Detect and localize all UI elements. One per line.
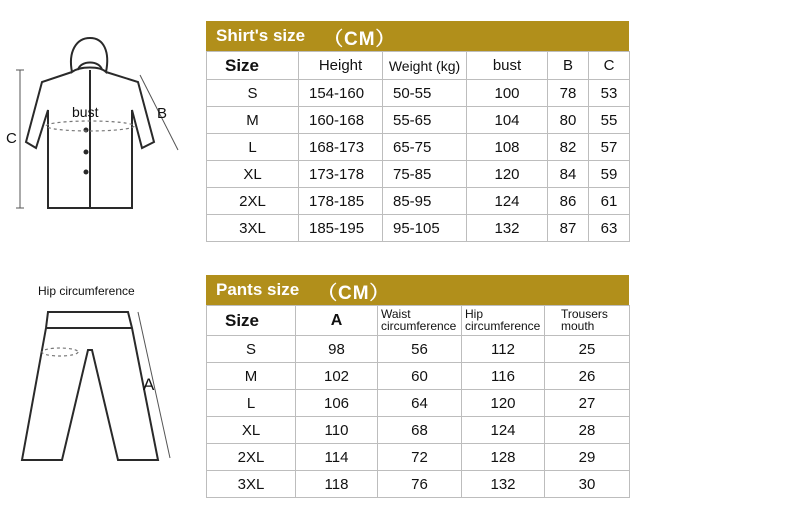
pants-diagram: [0, 300, 200, 470]
height-cell: 185-195: [299, 215, 383, 242]
bust-cell: 120: [467, 161, 548, 188]
pants-size-unit: （CM）: [318, 283, 390, 304]
size-cell: 3XL: [207, 215, 299, 242]
waist-cell: 60: [378, 363, 462, 390]
shirt-bust-label: bust: [72, 104, 99, 120]
pants-hip-label: Hip circumference: [38, 284, 135, 298]
size-cell: S: [207, 80, 299, 107]
hip-cell: 128: [462, 444, 545, 471]
shirt-size-banner: [206, 21, 629, 51]
a-cell: 106: [296, 390, 378, 417]
c-cell: 63: [589, 215, 630, 242]
table-row: [207, 107, 630, 134]
size-cell: M: [207, 107, 299, 134]
a-cell: 98: [296, 336, 378, 363]
pants-body: [207, 336, 630, 498]
shirt-header-height: Height: [299, 52, 383, 80]
height-cell: 173-178: [299, 161, 383, 188]
a-cell: 118: [296, 471, 378, 498]
pants-header-a: A: [296, 306, 378, 336]
bust-cell: 104: [467, 107, 548, 134]
table-row: [207, 188, 630, 215]
pants-header-hip: Hip circumference: [462, 306, 545, 336]
bust-cell: 100: [467, 80, 548, 107]
table-row: [207, 161, 630, 188]
shirt-header-row: [207, 52, 630, 80]
shirt-header-b: B: [548, 52, 589, 80]
size-cell: XL: [207, 161, 299, 188]
b-cell: 78: [548, 80, 589, 107]
mouth-cell: 30: [545, 471, 630, 498]
size-cell: L: [207, 390, 296, 417]
shirt-header-bust: bust: [467, 52, 548, 80]
hip-cell: 116: [462, 363, 545, 390]
bust-cell: 132: [467, 215, 548, 242]
hip-cell: 124: [462, 417, 545, 444]
size-cell: S: [207, 336, 296, 363]
size-cell: XL: [207, 417, 296, 444]
waist-cell: 56: [378, 336, 462, 363]
b-cell: 86: [548, 188, 589, 215]
a-cell: 110: [296, 417, 378, 444]
weight-cell: 55-65: [383, 107, 467, 134]
size-cell: 3XL: [207, 471, 296, 498]
pants-size-title: Pants size: [216, 280, 300, 299]
shirt-header-size: Size: [207, 52, 299, 80]
waist-cell: 76: [378, 471, 462, 498]
waist-cell: 72: [378, 444, 462, 471]
shirt-size-unit: （CM）: [324, 29, 396, 50]
pants-size-table: [206, 305, 630, 498]
mouth-cell: 27: [545, 390, 630, 417]
table-row: [207, 417, 630, 444]
c-cell: 59: [589, 161, 630, 188]
pants-header-waist: Waist circumference: [378, 306, 462, 336]
shirt-header-c: C: [589, 52, 630, 80]
c-cell: 55: [589, 107, 630, 134]
hip-cell: 132: [462, 471, 545, 498]
height-cell: 178-185: [299, 188, 383, 215]
waist-cell: 68: [378, 417, 462, 444]
mouth-cell: 29: [545, 444, 630, 471]
shirt-size-title: Shirt's size: [216, 26, 306, 45]
weight-cell: 50-55: [383, 80, 467, 107]
bust-cell: 124: [467, 188, 548, 215]
height-cell: 168-173: [299, 134, 383, 161]
table-row: [207, 390, 630, 417]
height-cell: 154-160: [299, 80, 383, 107]
weight-cell: 85-95: [383, 188, 467, 215]
height-cell: 160-168: [299, 107, 383, 134]
pants-header-row: [207, 306, 630, 336]
pants-header-size: Size: [207, 306, 296, 336]
pants-header-trousers-mouth: Trousers mouth: [545, 306, 630, 336]
waist-cell: 64: [378, 390, 462, 417]
table-row: [207, 134, 630, 161]
shirt-header-weight: Weight (kg): [383, 52, 467, 80]
size-cell: 2XL: [207, 444, 296, 471]
size-cell: L: [207, 134, 299, 161]
table-row: [207, 215, 630, 242]
b-cell: 84: [548, 161, 589, 188]
pants-a-label: A: [143, 375, 155, 394]
b-cell: 87: [548, 215, 589, 242]
table-row: [207, 444, 630, 471]
size-cell: M: [207, 363, 296, 390]
c-cell: 61: [589, 188, 630, 215]
weight-cell: 65-75: [383, 134, 467, 161]
bust-cell: 108: [467, 134, 548, 161]
mouth-cell: 25: [545, 336, 630, 363]
pants-size-banner: [206, 275, 629, 305]
table-row: [207, 363, 630, 390]
table-row: [207, 336, 630, 363]
hip-cell: 120: [462, 390, 545, 417]
shirt-body: [207, 80, 630, 242]
size-cell: 2XL: [207, 188, 299, 215]
shirt-c-label: C: [6, 130, 17, 147]
c-cell: 53: [589, 80, 630, 107]
mouth-cell: 26: [545, 363, 630, 390]
c-cell: 57: [589, 134, 630, 161]
shirt-diagram: [0, 30, 200, 220]
table-row: [207, 80, 630, 107]
b-cell: 80: [548, 107, 589, 134]
weight-cell: 75-85: [383, 161, 467, 188]
shirt-b-label: B: [157, 105, 168, 122]
b-cell: 82: [548, 134, 589, 161]
weight-cell: 95-105: [383, 215, 467, 242]
shirt-size-table: [206, 51, 630, 242]
a-cell: 102: [296, 363, 378, 390]
hip-cell: 112: [462, 336, 545, 363]
table-row: [207, 471, 630, 498]
a-cell: 114: [296, 444, 378, 471]
mouth-cell: 28: [545, 417, 630, 444]
